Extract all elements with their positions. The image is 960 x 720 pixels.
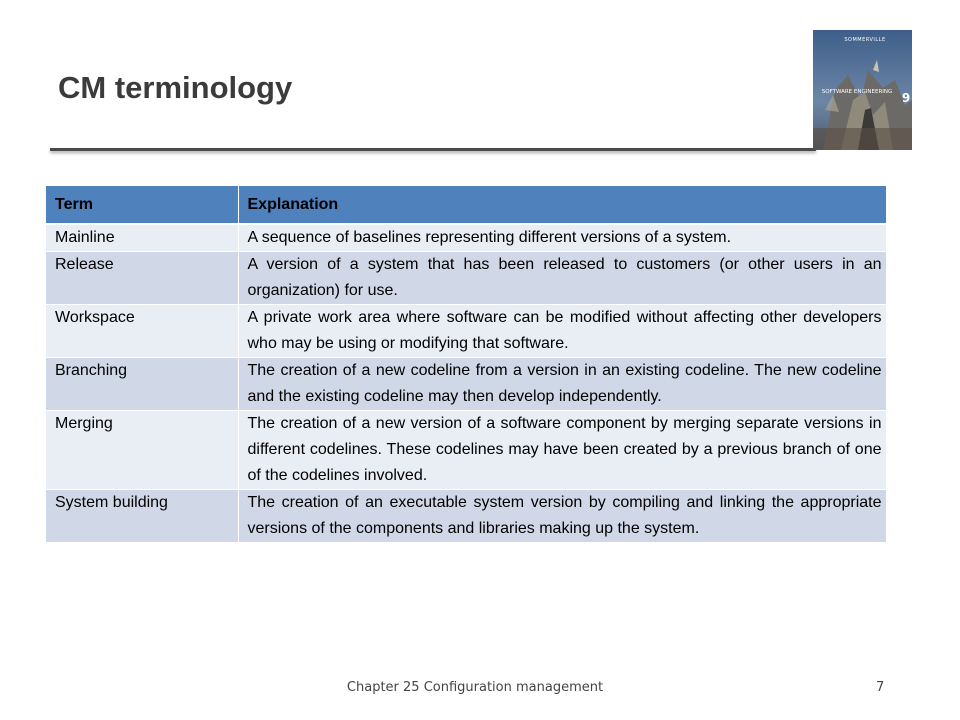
table-row [46, 224, 886, 252]
explanation-cell: The creation of a new codeline from a version in an existing codeline. The new codeline and the existing codeline may then develop independently. [238, 358, 886, 411]
explanation-cell: The creation of a new version of a software component by merging separate versions in different codelines. These codelines may have been created by a previous branch of one of the codelines involved. [238, 411, 886, 490]
terminology-table [46, 186, 887, 543]
explanation-cell: A sequence of baselines representing different versions of a system. [238, 224, 886, 252]
title-divider [50, 148, 816, 151]
term-cell: Merging [46, 411, 238, 490]
term-cell: Release [46, 252, 238, 305]
explanation-cell: A version of a system that has been released to customers (or other users in an organization) for use. [238, 252, 886, 305]
term-cell: Mainline [46, 224, 238, 252]
book-cover-image [813, 30, 912, 150]
explanation-cell: The creation of an executable system version by compiling and linking the appropriate versions of the components and libraries making up the system. [238, 490, 886, 543]
slide-title: CM terminology [58, 70, 293, 105]
footer-text: Chapter 25 Configuration management [346, 680, 604, 695]
term-cell: Workspace [46, 305, 238, 358]
page-number: 7 [876, 680, 885, 695]
cover-edition-text: 9 [901, 91, 911, 105]
header-term: Term [46, 186, 238, 224]
table-row [46, 305, 886, 358]
table-row [46, 490, 886, 543]
header-explanation: Explanation [238, 186, 886, 224]
table-header-row [46, 186, 886, 224]
explanation-cell: A private work area where software can be modified without affecting other developers who may be using or modifying that software. [238, 305, 886, 358]
table-row [46, 411, 886, 490]
table-row [46, 358, 886, 411]
table-row [46, 252, 886, 305]
term-cell: Branching [46, 358, 238, 411]
cover-title-text: SOFTWARE ENGINEERING [821, 89, 893, 95]
cover-author-text: SOMMERVILLE [844, 37, 886, 43]
term-cell: System building [46, 490, 238, 543]
